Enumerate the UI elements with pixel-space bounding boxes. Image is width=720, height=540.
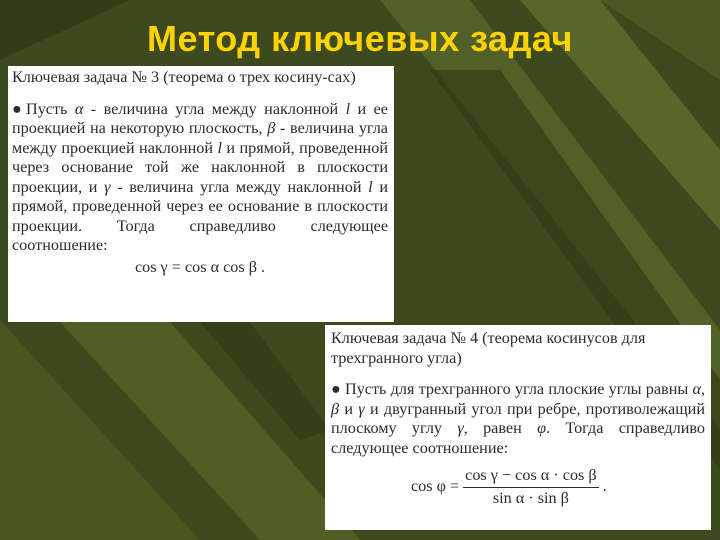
formula-fraction <box>463 466 598 508</box>
bullet-icon: ● <box>12 99 22 118</box>
task-3-formula: cos γ = cos α cos β . <box>134 257 266 276</box>
formula-end: . <box>602 477 607 496</box>
task-4-heading: Ключевая задача № 4 (теорема косинусов для трехгранного угла) <box>331 329 646 367</box>
bullet-icon: ● <box>331 380 341 398</box>
formula-lhs: cos φ = <box>411 477 460 496</box>
slide-title: Метод ключевых задач <box>147 18 573 59</box>
key-task-4-card <box>325 325 711 530</box>
key-task-3-card <box>8 66 394 322</box>
fraction-numerator: cos γ − cos α · cos β <box>463 466 598 488</box>
task-4-text: ● Пусть для трехгранного угла плоские углы равны α, β и γ и двугранный угол при ребре, противолежащий плоскому углу γ, равен φ. Тогда справедливо следующее соотношение: <box>331 380 705 457</box>
task-3-heading: Ключевая задача № 3 (теорема о трех косину-сах) <box>12 68 356 86</box>
task-3-text: ● Пусть α - величина угла между наклонной l и ее проекцией на некоторую плоскость, β - величина угла между проекцией наклонной l и прямой, проведенной через основание той же наклонной в плоскости проекции, и γ - величина угла между наклонной l и прямой, проведенной через ее основание в плоскости проекции. Тогда справедливо следующее соотношение: <box>12 99 388 254</box>
fraction-denominator: sin α · sin β <box>492 488 569 507</box>
task-4-formula <box>411 466 705 508</box>
